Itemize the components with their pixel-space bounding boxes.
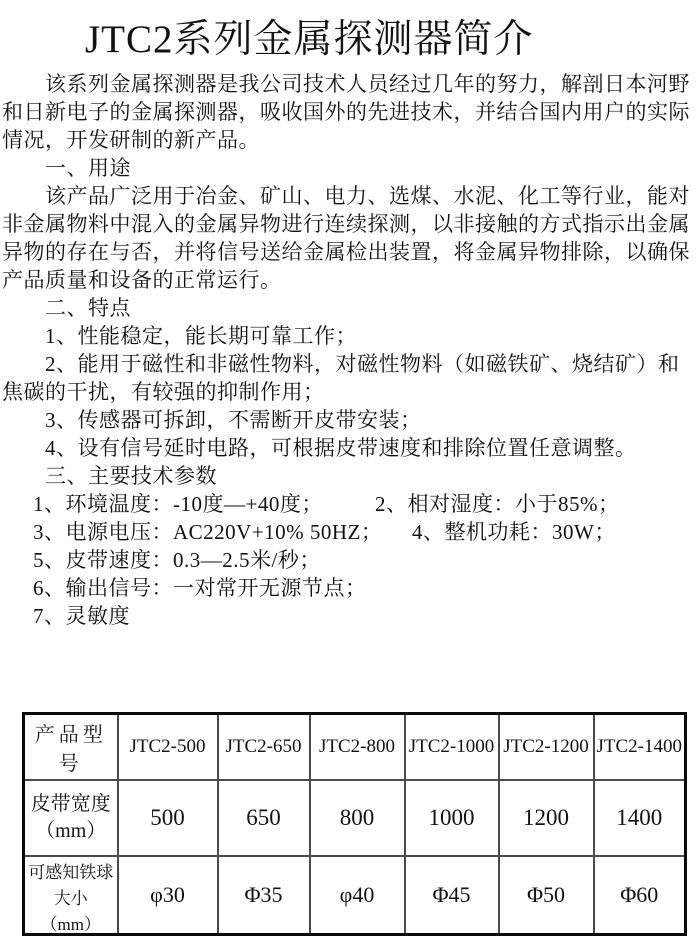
model-cell: JTC2-650 [218, 714, 310, 780]
belt-width-cell: 800 [310, 780, 405, 856]
model-cell: JTC2-1000 [405, 714, 499, 780]
row-header-line: 皮带宽度 [30, 792, 111, 815]
feature-line: 1、性能稳定，能长期可靠工作； [45, 324, 357, 348]
document-body [2, 70, 698, 630]
section-heading-usage: 一、用途 [45, 156, 131, 180]
tech-param-output-signal: 6、输出信号：一对常开无源节点； [33, 576, 367, 600]
feature-line: 焦碳的干扰，有较强的抑制作用； [2, 380, 325, 404]
ball-size-cell: φ40 [310, 856, 405, 935]
tech-param-voltage: 3、电源电压：AC220V+10% 50HZ； [33, 520, 383, 544]
page-title: JTC2系列金属探测器简介 [85, 18, 534, 61]
row-header-belt-width [24, 780, 118, 856]
belt-width-cell: 1200 [499, 780, 594, 856]
belt-width-cell: 1000 [405, 780, 499, 856]
section-heading-tech-params: 三、主要技术参数 [45, 464, 217, 488]
row-header-lines [25, 857, 117, 933]
row-header-model: 产品型号 [24, 714, 118, 780]
feature-line: 3、传感器可拆卸，不需断开皮带安装； [45, 408, 422, 432]
ball-size-cell: φ30 [118, 856, 218, 935]
spec-table [22, 712, 687, 936]
usage-line: 产品质量和设备的正常运行。 [2, 268, 282, 292]
intro-line: 情况，开发研制的新产品。 [2, 128, 260, 152]
intro-line: 该系列金属探测器是我公司技术人员经过几年的努力，解剖日本河野 [45, 72, 690, 96]
model-cell: JTC2-1400 [594, 714, 686, 780]
usage-line: 该产品广泛用于冶金、矿山、电力、选煤、水泥、化工等行业，能对 [45, 184, 690, 208]
feature-line: 4、设有信号延时电路，可根据皮带速度和排除位置任意调整。 [45, 436, 637, 460]
model-cell: JTC2-500 [118, 714, 218, 780]
row-header-line: 大小 [53, 888, 88, 908]
ball-size-cell: Φ50 [499, 856, 594, 935]
ball-size-cell: Φ60 [594, 856, 686, 935]
ball-size-cell: Φ45 [405, 856, 499, 935]
row-header-line: （mm） [35, 819, 107, 842]
table-row-belt-width [24, 780, 686, 856]
intro-line: 和日新电子的金属探测器，吸收国外的先进技术，并结合国内用户的实际 [2, 100, 690, 124]
tech-param-line [33, 518, 698, 546]
tech-param-line [33, 490, 698, 518]
model-cell: JTC2-800 [310, 714, 405, 780]
ball-size-cell: Φ35 [218, 856, 310, 935]
table-row-model [24, 714, 686, 780]
usage-line: 非金属物料中混入的金属异物进行连续探测，以非接触的方式指示出金属 [2, 212, 690, 236]
belt-width-cell: 650 [218, 780, 310, 856]
tech-param-belt-speed: 5、皮带速度：0.3—2.5米/秒； [33, 548, 321, 572]
row-header-ball-size [24, 856, 118, 935]
belt-width-cell: 1400 [594, 780, 686, 856]
table-row-ball-size [24, 856, 686, 935]
tech-param-humidity: 2、相对湿度：小于85%； [375, 492, 620, 516]
row-header-line: 可感知铁球 [28, 862, 114, 882]
row-header-line: （mm） [40, 914, 101, 933]
tech-param-temperature: 1、环境温度：-10度—+40度； [33, 492, 323, 516]
section-heading-features: 二、特点 [45, 296, 131, 320]
usage-line: 异物的存在与否，并将信号送给金属检出装置，将金属异物排除，以确保 [2, 240, 690, 264]
model-cell: JTC2-1200 [499, 714, 594, 780]
feature-line: 2、能用于磁性和非磁性物料，对磁性物料（如磁铁矿、烧结矿）和 [45, 352, 680, 376]
belt-width-cell: 500 [118, 780, 218, 856]
tech-param-power: 4、整机功耗：30W； [412, 520, 616, 544]
tech-param-sensitivity: 7、灵敏度 [33, 604, 130, 628]
